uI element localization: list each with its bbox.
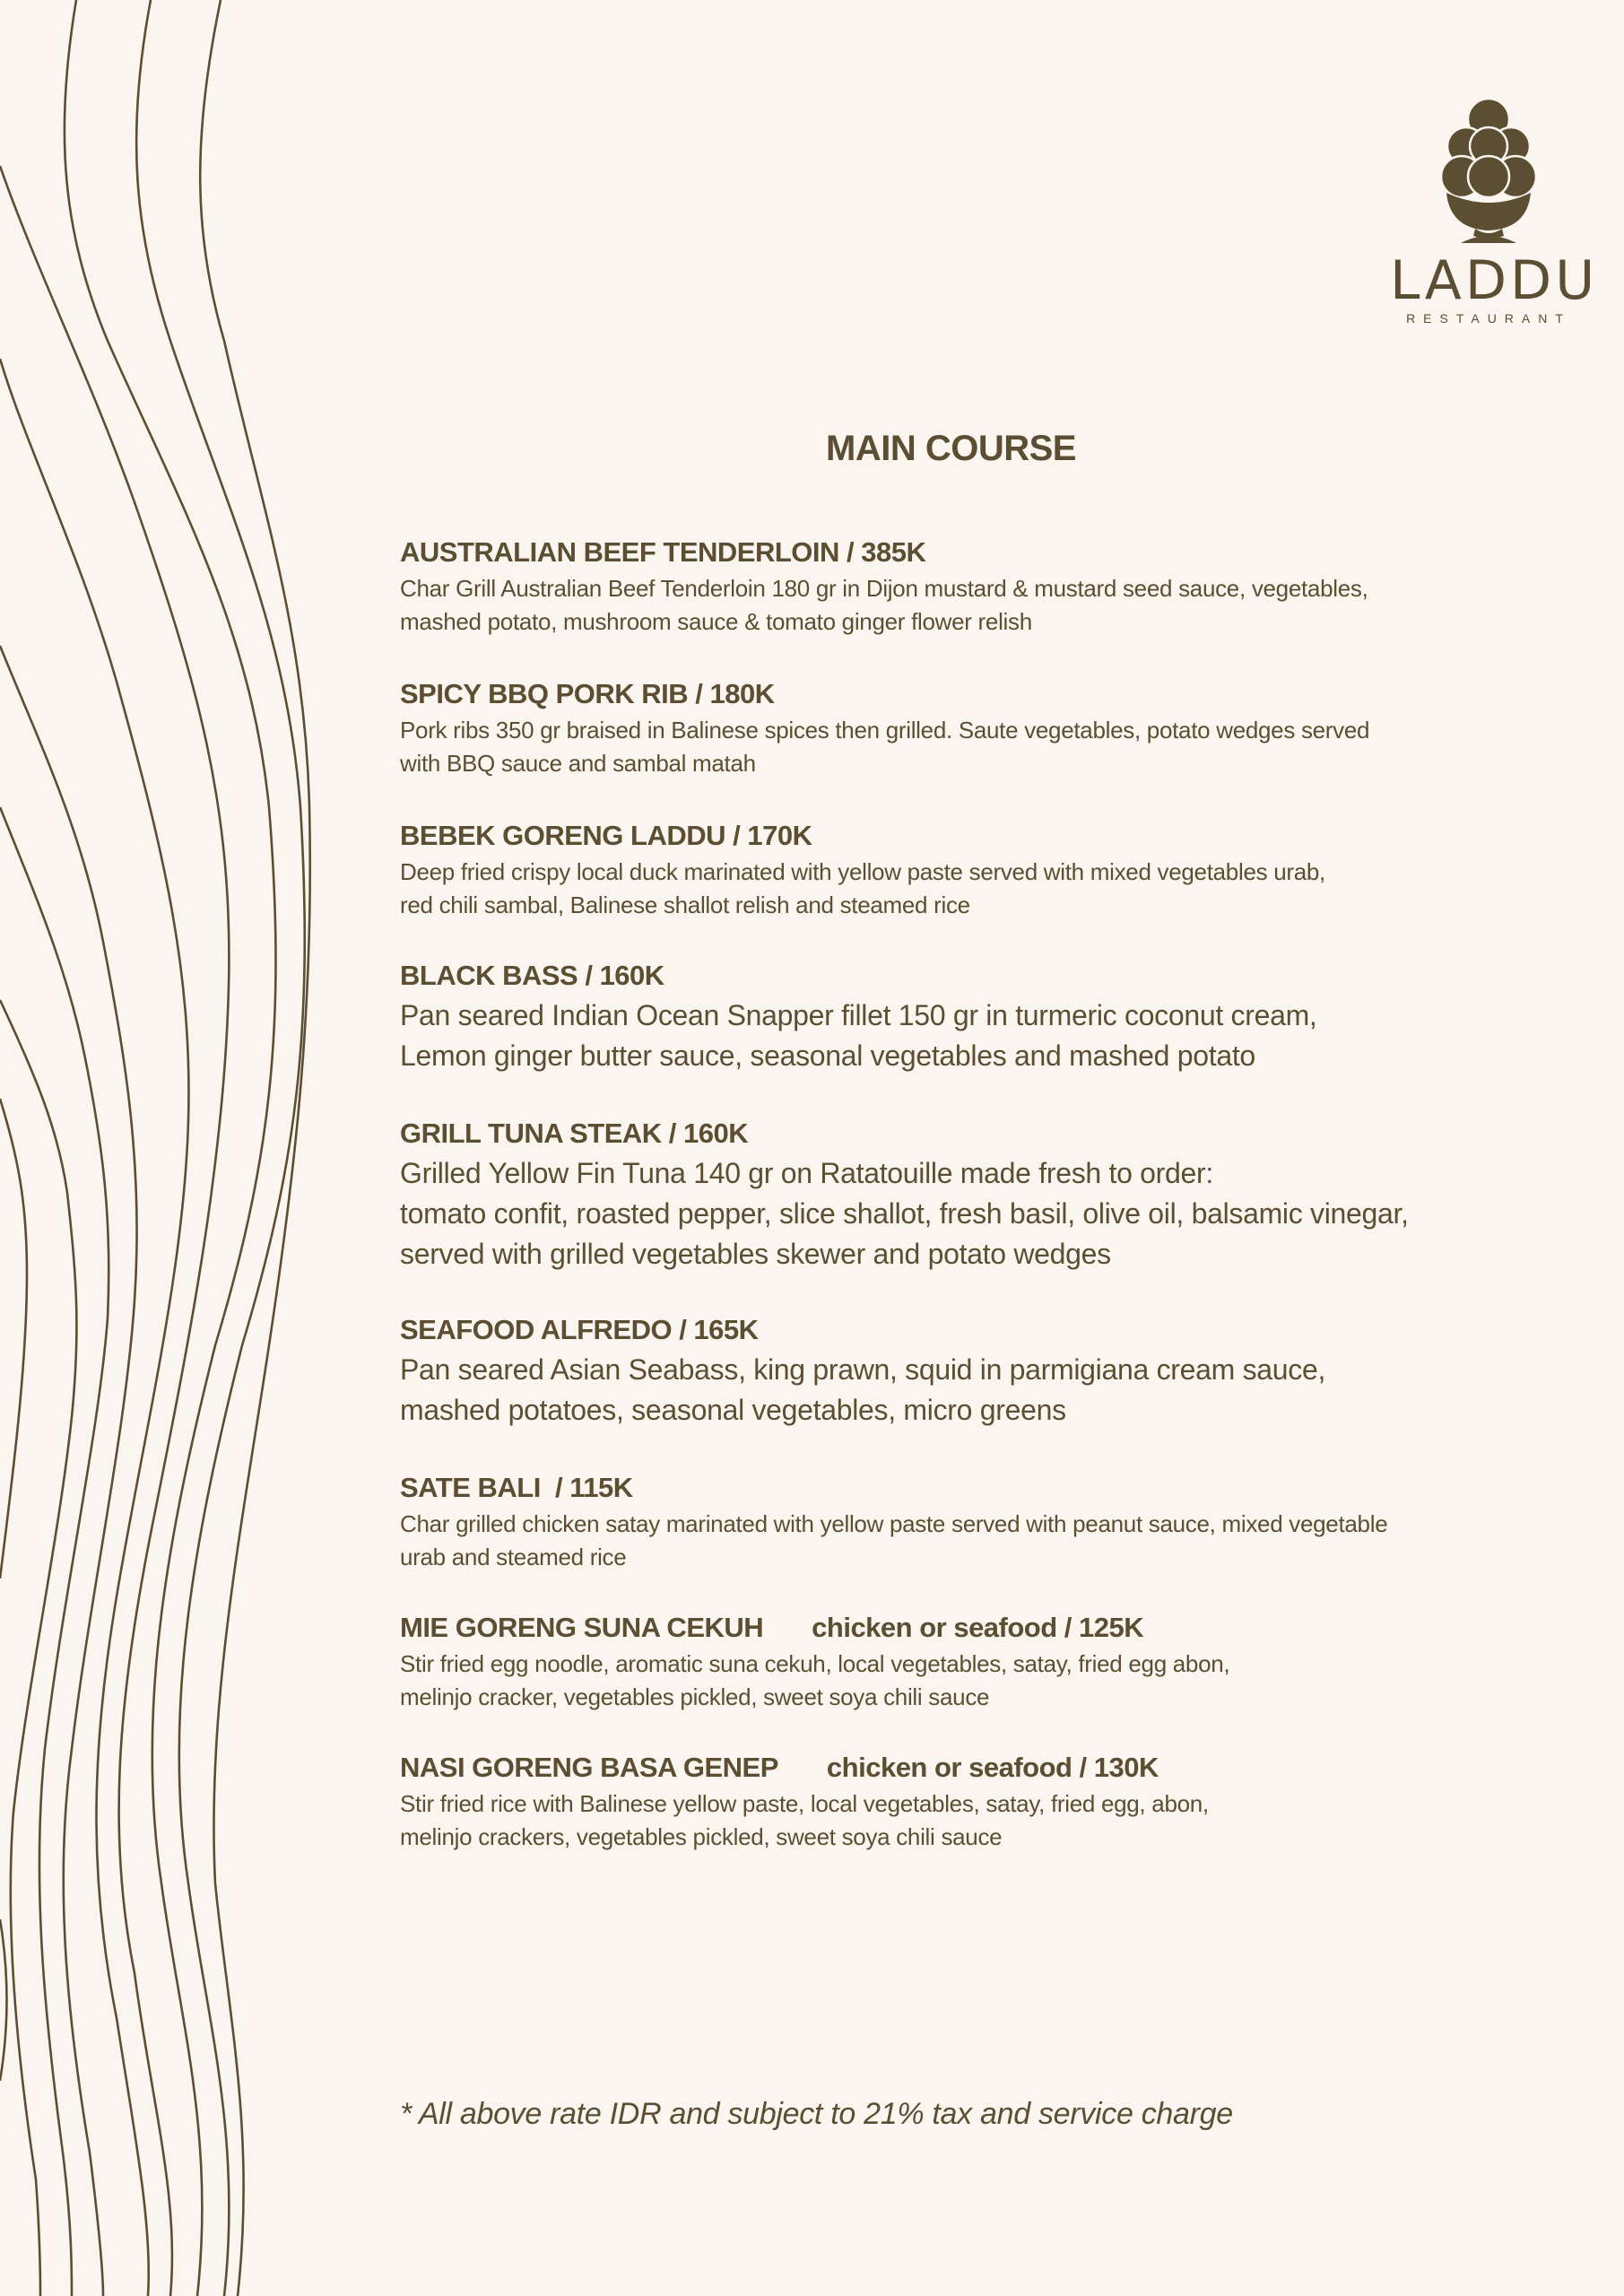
item-heading <box>400 1608 1566 1648</box>
menu-item <box>400 1468 1566 1574</box>
menu-item <box>400 816 1566 922</box>
description-line: mashed potato, mushroom sauce & tomato ginger flower relish <box>400 608 1032 635</box>
menu-item <box>400 1310 1566 1431</box>
item-description <box>400 714 1566 780</box>
menu-item <box>400 956 1566 1076</box>
item-description <box>400 1787 1566 1854</box>
menu-list <box>400 533 1566 1854</box>
menu-item <box>400 533 1566 639</box>
menu-item <box>400 674 1566 780</box>
description-line: Pan seared Asian Seabass, king prawn, squid in parmigiana cream sauce, <box>400 1353 1326 1386</box>
description-line: melinjo crackers, vegetables pickled, sweet soya chili sauce <box>400 1823 1003 1850</box>
description-line: Pork ribs 350 gr braised in Balinese spices then grilled. Saute vegetables, potato wedges served <box>400 717 1370 744</box>
item-description <box>400 1648 1566 1714</box>
description-line: Grilled Yellow Fin Tuna 140 gr on Ratatouille made fresh to order: <box>400 1157 1213 1189</box>
menu-item <box>400 1748 1566 1854</box>
item-description <box>400 856 1566 922</box>
item-description <box>400 1508 1566 1574</box>
description-line: Stir fried rice with Balinese yellow paste, local vegetables, satay, fried egg, abon, <box>400 1790 1209 1817</box>
description-line: with BBQ sauce and sambal matah <box>400 750 756 777</box>
tax-note: * All above rate IDR and subject to 21% tax and service charge <box>400 2097 1233 2131</box>
item-description <box>400 1350 1566 1431</box>
description-line: urab and steamed rice <box>400 1544 627 1570</box>
description-line: Pan seared Indian Ocean Snapper fillet 150 gr in turmeric coconut cream, <box>400 999 1317 1031</box>
item-name: BEBEK GORENG LADDU / 170K <box>400 820 812 851</box>
item-name: SATE BALI / 115K <box>400 1472 633 1503</box>
item-name: MIE GORENG SUNA CEKUH <box>400 1612 764 1643</box>
description-line: tomato confit, roasted pepper, slice shallot, fresh basil, olive oil, balsamic vinegar, <box>400 1197 1409 1230</box>
description-line: Lemon ginger butter sauce, seasonal vegetables and mashed potato <box>400 1039 1255 1072</box>
item-option-price: chicken or seafood / 125K <box>812 1612 1144 1643</box>
description-line: mashed potatoes, seasonal vegetables, micro greens <box>400 1394 1066 1426</box>
brand-name: LADDU <box>1390 249 1599 312</box>
menu-item <box>400 1114 1566 1274</box>
item-name: SPICY BBQ PORK RIB / 180K <box>400 678 775 709</box>
menu-item <box>400 1608 1566 1714</box>
laddu-bowl-icon <box>1439 94 1538 247</box>
item-name: GRILL TUNA STEAK / 160K <box>400 1118 749 1149</box>
restaurant-logo <box>1390 94 1599 326</box>
decorative-wave-lines <box>0 0 323 2296</box>
item-name: NASI GORENG BASA GENEP <box>400 1752 778 1783</box>
item-name: AUSTRALIAN BEEF TENDERLOIN / 385K <box>400 536 926 568</box>
section-title: MAIN COURSE <box>826 429 1076 468</box>
description-line: melinjo cracker, vegetables pickled, sweet soya chili sauce <box>400 1683 990 1710</box>
description-line: Char Grill Australian Beef Tenderloin 180 gr in Dijon mustard & mustard seed sauce, vegetables, <box>400 575 1368 602</box>
item-description <box>400 1153 1566 1274</box>
brand-subtitle: RESTAURANT <box>1406 311 1571 326</box>
description-line: served with grilled vegetables skewer and potato wedges <box>400 1238 1111 1270</box>
item-description <box>400 996 1566 1076</box>
description-line: red chili sambal, Balinese shallot relish and steamed rice <box>400 891 970 918</box>
item-description <box>400 572 1566 639</box>
item-heading <box>400 1748 1566 1787</box>
item-option-price: chicken or seafood / 130K <box>826 1752 1159 1783</box>
description-line: Deep fried crispy local duck marinated with yellow paste served with mixed vegetables urab, <box>400 858 1325 885</box>
item-name: SEAFOOD ALFREDO / 165K <box>400 1314 759 1345</box>
item-name: BLACK BASS / 160K <box>400 960 664 991</box>
description-line: Stir fried egg noodle, aromatic suna cekuh, local vegetables, satay, fried egg abon, <box>400 1650 1230 1677</box>
description-line: Char grilled chicken satay marinated with yellow paste served with peanut sauce, mixed vegetable <box>400 1510 1388 1537</box>
